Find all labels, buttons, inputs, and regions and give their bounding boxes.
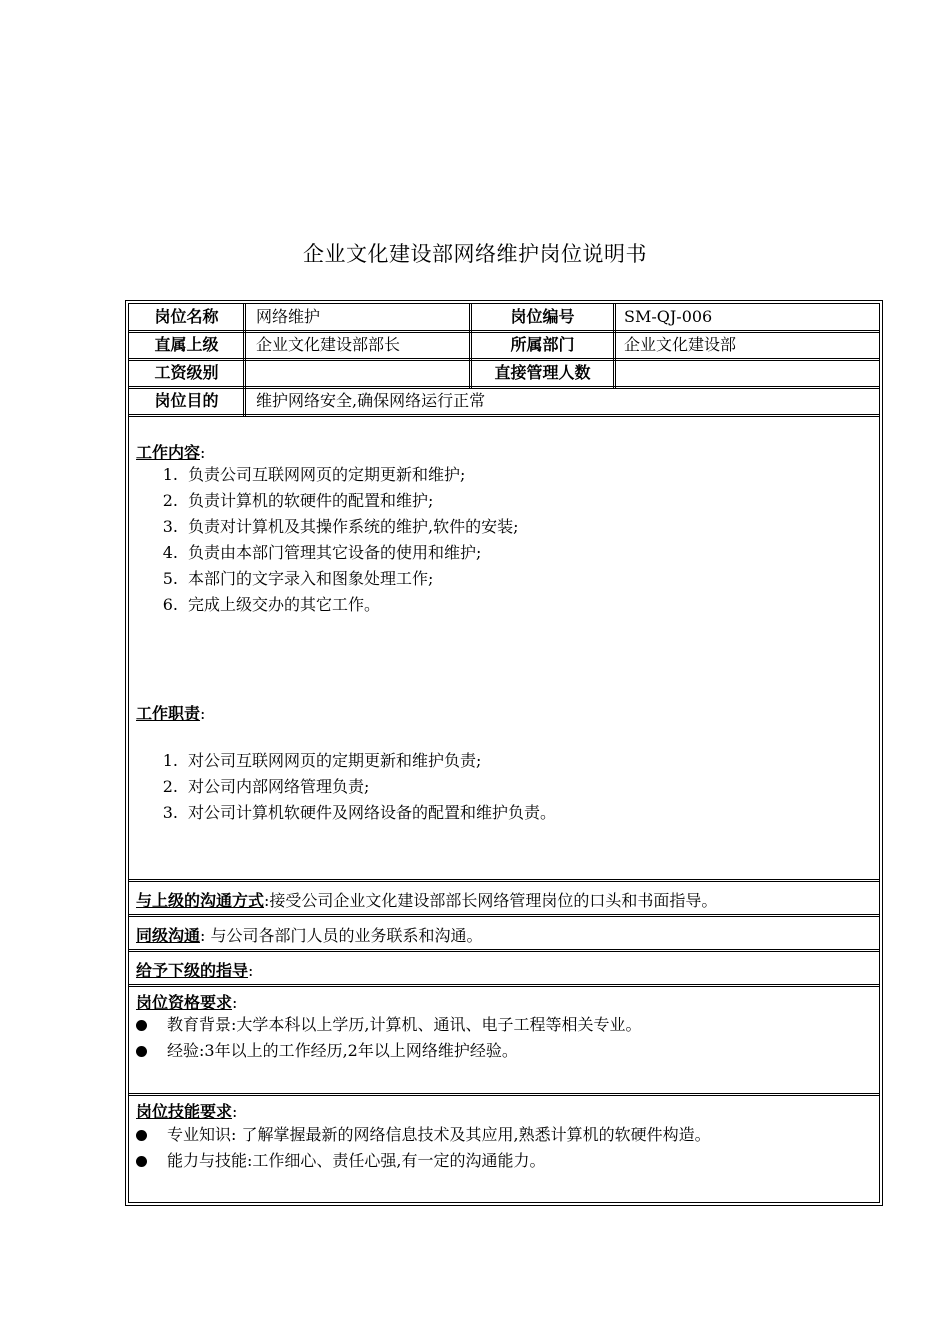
work-content-title: 工作内容 — [136, 443, 201, 462]
list-number: 3. — [162, 517, 178, 536]
list-text: 能力与技能:工作细心、责任心强,有一定的沟通能力。 — [167, 1151, 546, 1170]
job-code-label: 岗位编号 — [510, 307, 575, 326]
list-text: 负责计算机的软硬件的配置和维护; — [188, 491, 434, 510]
col-divider — [613, 303, 616, 389]
guidance-row — [136, 958, 253, 981]
list-text: 负责由本部门管理其它设备的使用和维护; — [188, 543, 482, 562]
skills-heading — [136, 1099, 237, 1122]
list-item — [126, 462, 518, 488]
list-number: 6. — [162, 595, 178, 614]
responsibilities-title: 工作职责 — [136, 704, 201, 723]
subordinates-label: 直接管理人数 — [494, 363, 591, 382]
work-content-heading — [136, 440, 205, 463]
list-number: 2. — [162, 777, 178, 796]
list-number: 5. — [162, 569, 178, 588]
row-divider — [128, 414, 880, 417]
list-number: 1. — [162, 465, 178, 484]
qualifications-colon: : — [232, 993, 238, 1012]
work-content-colon: : — [200, 443, 206, 462]
qualifications-heading — [136, 990, 237, 1013]
list-text: 本部门的文字录入和图象处理工作; — [188, 569, 434, 588]
superior-label: 直属上级 — [154, 335, 219, 354]
row-divider — [128, 984, 880, 987]
list-item — [126, 800, 556, 826]
list-text: 完成上级交办的其它工作。 — [188, 595, 381, 614]
list-number: 3. — [162, 803, 178, 822]
row-divider — [128, 914, 880, 917]
row-divider — [128, 358, 880, 361]
list-item — [126, 592, 518, 618]
list-item — [126, 540, 518, 566]
row-divider — [128, 386, 880, 389]
page-title: 企业文化建设部网络维护岗位说明书 — [303, 242, 647, 266]
responsibilities-list — [126, 748, 556, 826]
list-number: 1. — [162, 751, 178, 770]
list-text: 对公司计算机软硬件及网络设备的配置和维护负责。 — [188, 803, 557, 822]
bullet-icon — [136, 1020, 147, 1031]
list-item — [126, 1148, 711, 1174]
list-text: 负责对计算机及其操作系统的维护,软件的安装; — [188, 517, 519, 536]
superior-comm-row — [136, 888, 717, 911]
list-item — [126, 1122, 711, 1148]
list-item — [126, 1038, 641, 1064]
list-item — [126, 774, 556, 800]
purpose-label: 岗位目的 — [154, 391, 219, 410]
list-text: 对公司内部网络管理负责; — [188, 777, 370, 796]
list-text: 教育背景:大学本科以上学历,计算机、通讯、电子工程等相关专业。 — [167, 1015, 642, 1034]
dept-label: 所属部门 — [510, 335, 575, 354]
list-text: 对公司互联网网页的定期更新和维护负责; — [188, 751, 482, 770]
bullet-icon — [136, 1130, 147, 1141]
list-item — [126, 566, 518, 592]
skills-title: 岗位技能要求 — [136, 1102, 233, 1121]
bullet-icon — [136, 1156, 147, 1167]
list-item — [126, 748, 556, 774]
peer-comm-text: : 与公司各部门人员的业务联系和沟通。 — [200, 926, 483, 945]
list-text: 经验:3年以上的工作经历,2年以上网络维护经验。 — [167, 1041, 518, 1060]
job-name-label: 岗位名称 — [154, 307, 219, 326]
job-name-value: 网络维护 — [256, 307, 321, 326]
row-divider — [128, 1093, 880, 1096]
col-divider — [243, 303, 246, 417]
row-divider — [128, 949, 880, 952]
skills-colon: : — [232, 1102, 238, 1121]
guidance-text: : — [248, 961, 254, 980]
job-code-value: SM-QJ-006 — [624, 307, 713, 326]
list-item — [126, 514, 518, 540]
list-number: 4. — [162, 543, 178, 562]
salary-label: 工资级别 — [154, 363, 219, 382]
list-text: 专业知识: 了解掌握最新的网络信息技术及其应用,熟悉计算机的软硬件构造。 — [167, 1125, 711, 1144]
superior-comm-title: 与上级的沟通方式 — [136, 891, 265, 910]
list-item — [126, 1012, 641, 1038]
qualifications-title: 岗位资格要求 — [136, 993, 233, 1012]
list-text: 负责公司互联网网页的定期更新和维护; — [188, 465, 466, 484]
peer-comm-title: 同级沟通 — [136, 926, 201, 945]
purpose-value: 维护网络安全,确保网络运行正常 — [256, 391, 486, 410]
row-divider — [128, 330, 880, 333]
responsibilities-heading — [136, 701, 205, 724]
peer-comm-row — [136, 923, 483, 946]
work-content-list — [126, 462, 518, 618]
dept-value: 企业文化建设部 — [624, 335, 737, 354]
bullet-icon — [136, 1046, 147, 1057]
qualifications-list — [126, 1012, 641, 1064]
superior-comm-text: :接受公司企业文化建设部部长网络管理岗位的口头和书面指导。 — [264, 891, 718, 910]
list-item — [126, 488, 518, 514]
row-divider — [128, 879, 880, 882]
responsibilities-colon: : — [200, 704, 206, 723]
list-number: 2. — [162, 491, 178, 510]
skills-list — [126, 1122, 711, 1174]
guidance-title: 给予下级的指导 — [136, 961, 249, 980]
superior-value: 企业文化建设部部长 — [256, 335, 401, 354]
